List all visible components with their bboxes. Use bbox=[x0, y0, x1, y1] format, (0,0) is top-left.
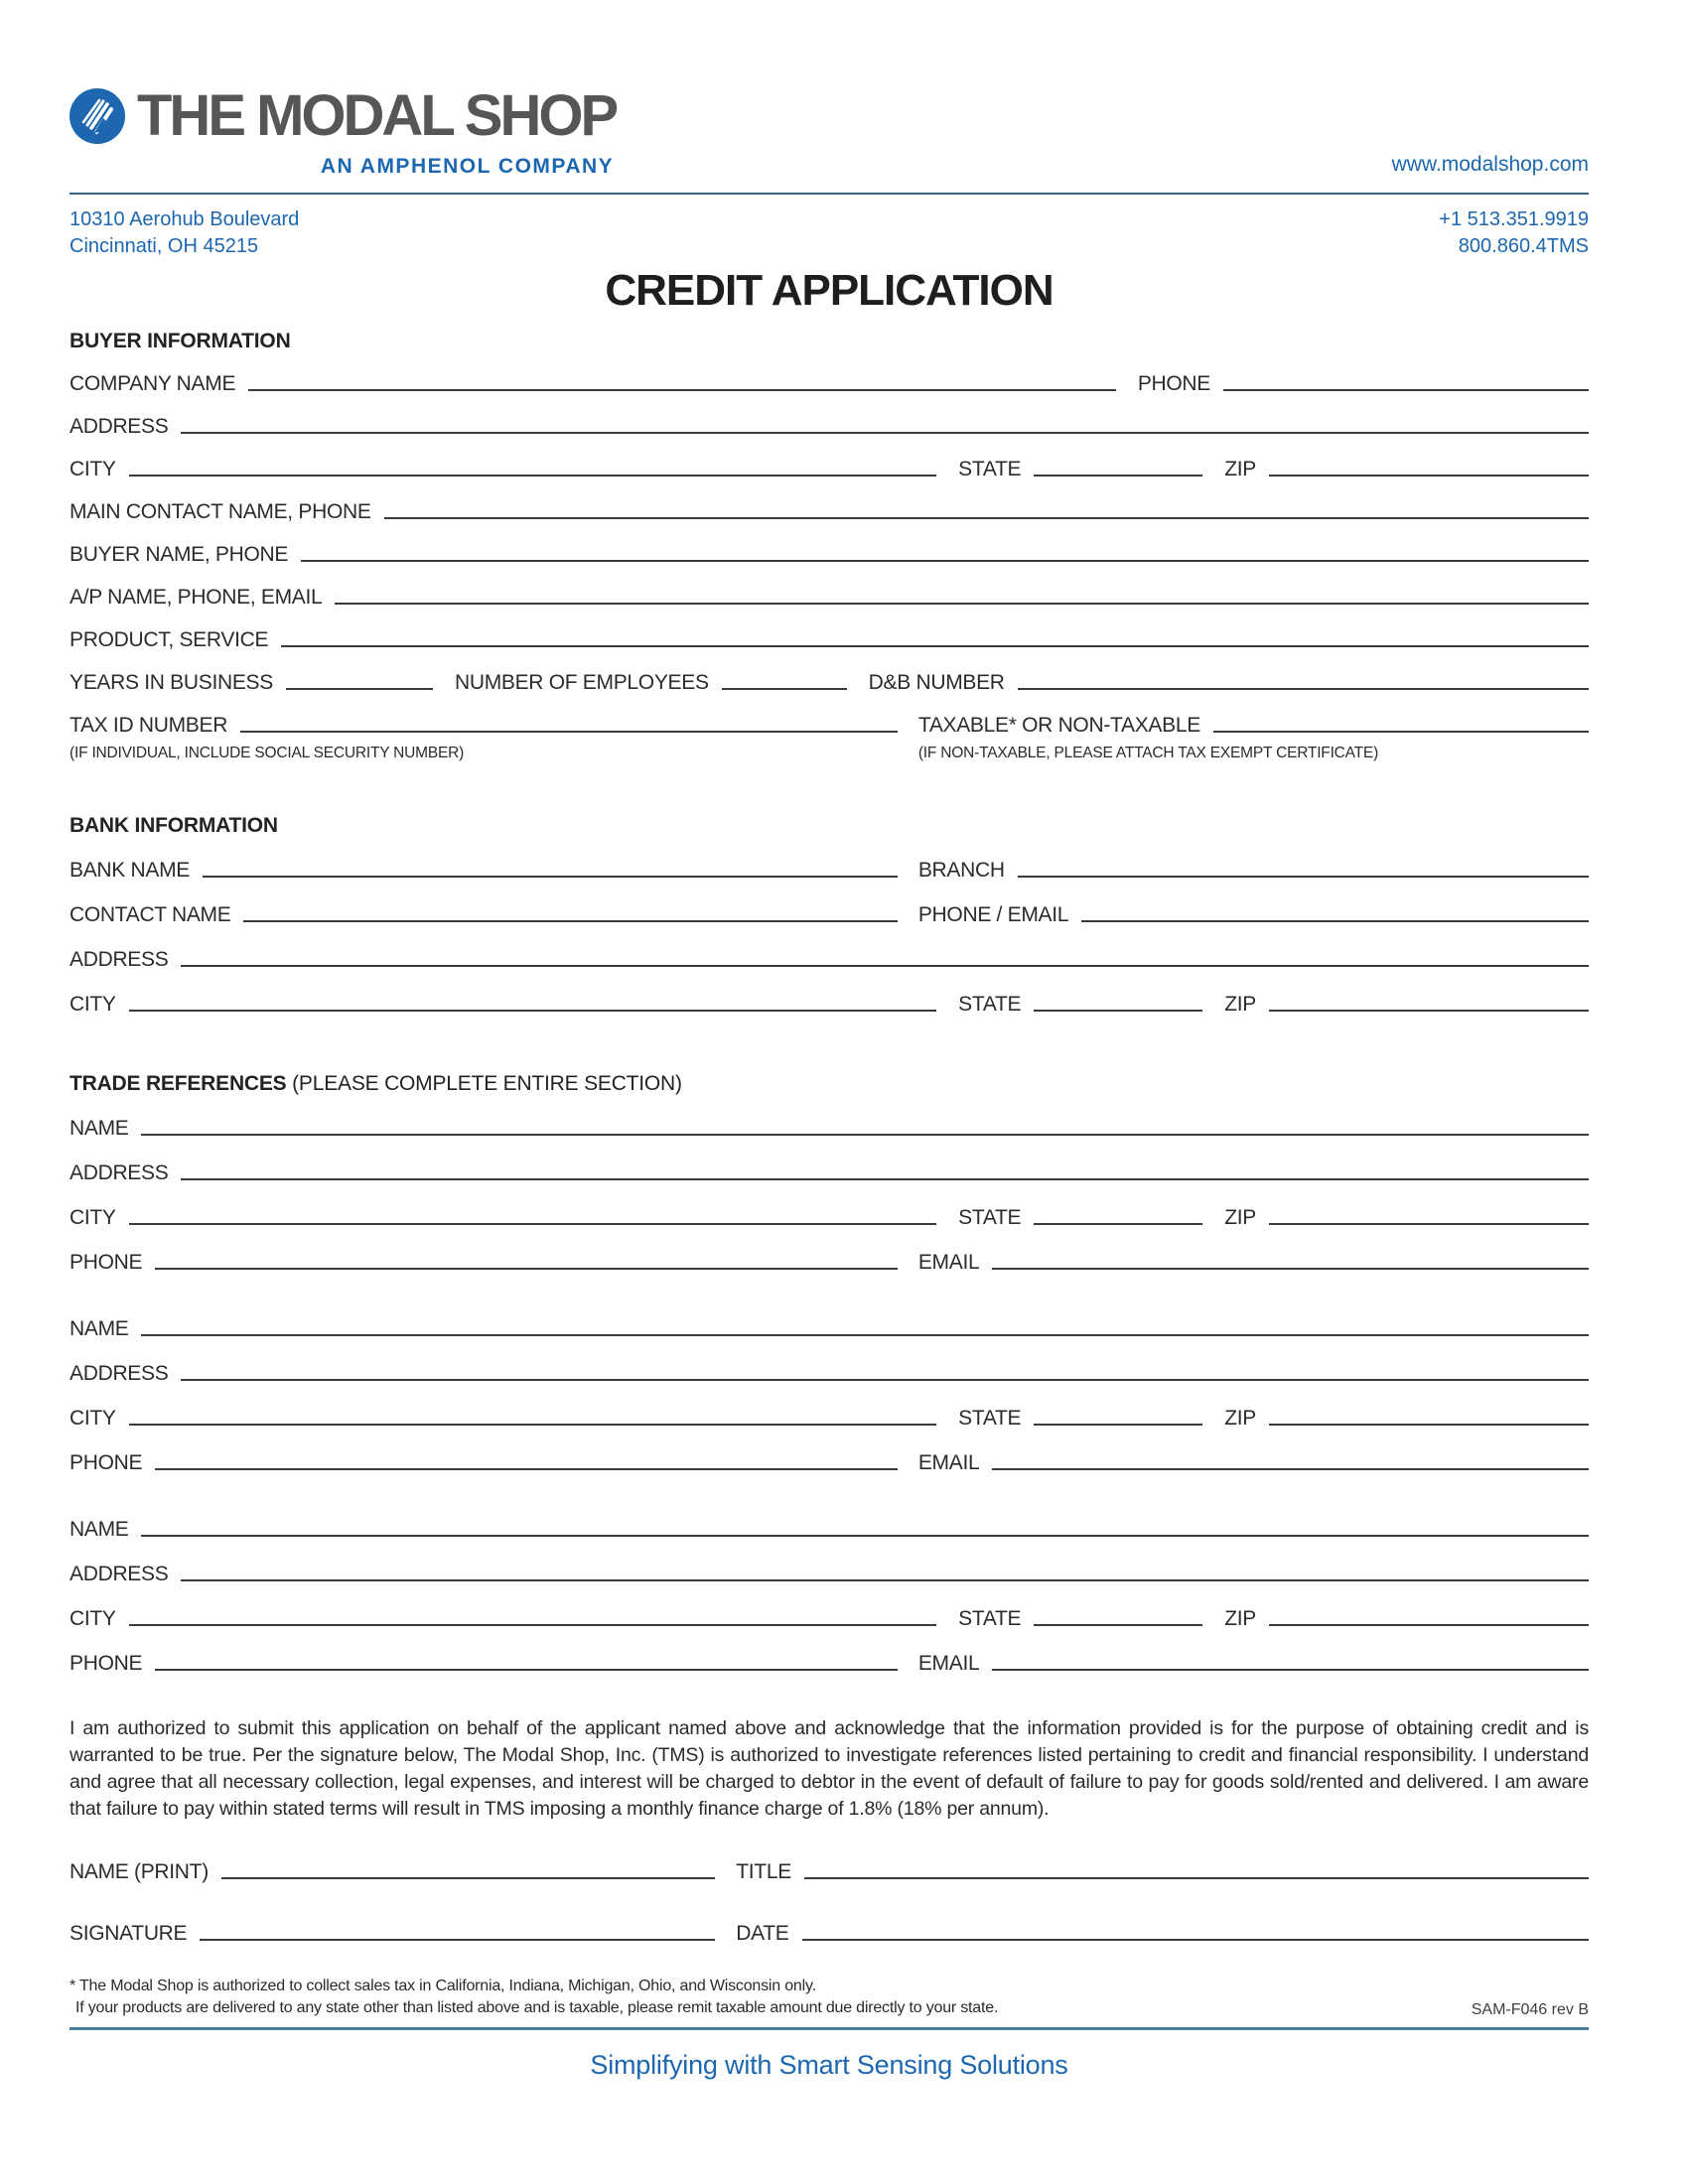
company-name-label: COMPANY NAME bbox=[70, 372, 236, 395]
trade3-phone-row bbox=[70, 1631, 1589, 1676]
address-label: ADDRESS bbox=[70, 415, 169, 438]
trade-section-heading bbox=[70, 1072, 1589, 1096]
buyer-name-label: BUYER NAME, PHONE bbox=[70, 543, 289, 566]
bank-address-label: ADDRESS bbox=[70, 948, 169, 971]
bank-address-row bbox=[70, 927, 1589, 972]
ap-name-row bbox=[70, 567, 1589, 610]
phone-label: PHONE bbox=[1137, 372, 1210, 395]
city-line[interactable] bbox=[129, 475, 937, 477]
bank-contact-row bbox=[70, 883, 1589, 927]
company-name-row bbox=[70, 353, 1589, 396]
bank-city-state-zip-row bbox=[70, 972, 1589, 1017]
product-service-label: PRODUCT, SERVICE bbox=[70, 628, 269, 651]
branch-line[interactable] bbox=[1018, 876, 1589, 878]
trade-reference-block-2 bbox=[70, 1297, 1589, 1475]
taxable-note: (IF NON-TAXABLE, PLEASE ATTACH TAX EXEMPT CERTIFICATE) bbox=[917, 745, 1379, 761]
trade3-city-line[interactable] bbox=[129, 1624, 937, 1626]
trade3-state-line[interactable] bbox=[1034, 1624, 1202, 1626]
state-line[interactable] bbox=[1034, 475, 1202, 477]
address-line-2: Cincinnati, OH 45215 bbox=[70, 235, 259, 257]
trade2-address-label: ADDRESS bbox=[70, 1362, 169, 1385]
trade2-email-label: EMAIL bbox=[917, 1451, 980, 1474]
trade1-name-label: NAME bbox=[70, 1117, 129, 1140]
brand-block bbox=[70, 83, 617, 179]
trade3-name-row bbox=[70, 1497, 1589, 1542]
zip-label: ZIP bbox=[1224, 458, 1256, 480]
company-address bbox=[70, 206, 299, 260]
signature-line[interactable] bbox=[200, 1939, 715, 1941]
years-in-business-label: YEARS IN BUSINESS bbox=[70, 671, 273, 694]
trade1-name-line[interactable] bbox=[141, 1134, 1589, 1136]
bank-address-line[interactable] bbox=[181, 965, 1589, 967]
trade-heading-note: (PLEASE COMPLETE ENTIRE SECTION) bbox=[292, 1072, 682, 1095]
trade1-zip-line[interactable] bbox=[1269, 1223, 1589, 1225]
trade2-phone-line[interactable] bbox=[155, 1468, 898, 1470]
trade1-zip-label: ZIP bbox=[1224, 1206, 1256, 1229]
signature-date-row bbox=[70, 1884, 1589, 1946]
contact-name-label: CONTACT NAME bbox=[70, 903, 231, 926]
trade1-city-label: CITY bbox=[70, 1206, 116, 1229]
title-line[interactable] bbox=[804, 1877, 1589, 1879]
date-line[interactable] bbox=[802, 1939, 1590, 1941]
zip-line[interactable] bbox=[1269, 475, 1589, 477]
bank-zip-label: ZIP bbox=[1224, 993, 1256, 1016]
trade1-state-line[interactable] bbox=[1034, 1223, 1202, 1225]
tax-id-line[interactable] bbox=[240, 731, 898, 733]
taxable-label: TAXABLE* OR NON-TAXABLE bbox=[917, 714, 1200, 737]
city-state-zip-row bbox=[70, 439, 1589, 481]
title-label: TITLE bbox=[736, 1859, 791, 1883]
main-contact-label: MAIN CONTACT NAME, PHONE bbox=[70, 500, 371, 523]
header bbox=[70, 83, 1589, 179]
trade1-address-line[interactable] bbox=[181, 1178, 1589, 1180]
name-print-line[interactable] bbox=[221, 1877, 715, 1879]
phone-email-label: PHONE / EMAIL bbox=[917, 903, 1069, 926]
years-in-business-line[interactable] bbox=[286, 688, 433, 690]
trade-reference-block-1 bbox=[70, 1096, 1589, 1275]
buyer-name-row bbox=[70, 524, 1589, 567]
trade1-phone-row bbox=[70, 1230, 1589, 1275]
header-contact-row bbox=[70, 206, 1589, 260]
trade2-phone-label: PHONE bbox=[70, 1451, 143, 1474]
trade2-city-label: CITY bbox=[70, 1407, 116, 1430]
trade2-name-label: NAME bbox=[70, 1317, 129, 1340]
db-number-label: D&B NUMBER bbox=[868, 671, 1005, 694]
trade2-phone-row bbox=[70, 1431, 1589, 1475]
page-title: CREDIT APPLICATION bbox=[605, 266, 1054, 315]
product-service-line[interactable] bbox=[281, 645, 1589, 647]
phone-email-line[interactable] bbox=[1081, 920, 1589, 922]
trade3-address-label: ADDRESS bbox=[70, 1563, 169, 1585]
trade3-zip-line[interactable] bbox=[1269, 1624, 1589, 1626]
tax-id-taxable-row bbox=[70, 695, 1589, 738]
branch-label: BRANCH bbox=[917, 859, 1005, 882]
name-title-row bbox=[70, 1823, 1589, 1884]
modal-shop-logo-icon bbox=[70, 88, 125, 144]
trade1-name-row bbox=[70, 1096, 1589, 1141]
trade-reference-block-3 bbox=[70, 1497, 1589, 1676]
bank-state-line[interactable] bbox=[1034, 1010, 1202, 1012]
ap-name-line[interactable] bbox=[335, 603, 1589, 605]
phone-number-1: +1 513.351.9919 bbox=[1439, 208, 1589, 230]
bank-name-label: BANK NAME bbox=[70, 859, 190, 882]
trade1-phone-label: PHONE bbox=[70, 1251, 143, 1274]
trade2-state-label: STATE bbox=[958, 1407, 1022, 1430]
trade3-email-label: EMAIL bbox=[917, 1652, 980, 1675]
header-divider bbox=[70, 193, 1589, 195]
trade2-address-line[interactable] bbox=[181, 1379, 1589, 1381]
bank-name-branch-row bbox=[70, 838, 1589, 883]
bank-city-line[interactable] bbox=[129, 1010, 937, 1012]
trade2-zip-label: ZIP bbox=[1224, 1407, 1256, 1430]
trade2-zip-line[interactable] bbox=[1269, 1424, 1589, 1426]
tax-id-label: TAX ID NUMBER bbox=[70, 714, 228, 737]
trade3-name-line[interactable] bbox=[141, 1535, 1589, 1537]
trade1-address-label: ADDRESS bbox=[70, 1161, 169, 1184]
trade3-email-line[interactable] bbox=[992, 1669, 1589, 1671]
trade3-state-label: STATE bbox=[958, 1607, 1022, 1630]
trade1-phone-line[interactable] bbox=[155, 1268, 898, 1270]
tax-notes-row bbox=[70, 745, 1589, 762]
footer-divider bbox=[70, 2027, 1589, 2030]
tax-id-note: (IF INDIVIDUAL, INCLUDE SOCIAL SECURITY NUMBER) bbox=[70, 745, 465, 761]
phone-number-2: 800.860.4TMS bbox=[1458, 235, 1589, 257]
trade2-state-line[interactable] bbox=[1034, 1424, 1202, 1426]
years-employees-db-row bbox=[70, 652, 1589, 695]
trade2-city-row bbox=[70, 1386, 1589, 1431]
company-name-line[interactable] bbox=[248, 389, 1116, 391]
trade2-name-line[interactable] bbox=[141, 1334, 1589, 1336]
trade1-email-label: EMAIL bbox=[917, 1251, 980, 1274]
address-line-1: 10310 Aerohub Boulevard bbox=[70, 208, 300, 230]
number-of-employees-label: NUMBER OF EMPLOYEES bbox=[454, 671, 709, 694]
trade2-email-line[interactable] bbox=[992, 1468, 1589, 1470]
brand-name: THE MODAL SHOP bbox=[137, 83, 617, 148]
legal-paragraph: I am authorized to submit this application on behalf of the applicant named above and acknowledge that the information provided is for the purpose of obtaining credit and is warranted to be true. Per the signature below, The Modal Shop, Inc. (TMS) is authorized to investigate references listed pertaining to credit and financial responsibility. I understand and agree that all necessary collection, legal expenses, and interest will be charged to debtor in the event of default of failure to pay for goods sold/rented and delivered. I am aware that failure to pay within stated terms will result in TMS imposing a monthly finance charge of 1.8% (18% per annum). bbox=[70, 1717, 1589, 1820]
trade1-state-label: STATE bbox=[958, 1206, 1022, 1229]
number-of-employees-line[interactable] bbox=[722, 688, 847, 690]
signature-label: SIGNATURE bbox=[70, 1921, 188, 1945]
trade1-email-line[interactable] bbox=[992, 1268, 1589, 1270]
db-number-line[interactable] bbox=[1018, 688, 1589, 690]
trade3-name-label: NAME bbox=[70, 1518, 129, 1541]
footer-tagline: Simplifying with Smart Sensing Solutions bbox=[590, 2050, 1068, 2081]
phone-line[interactable] bbox=[1223, 389, 1589, 391]
form-number: SAM-F046 rev B bbox=[1471, 2001, 1589, 2019]
company-phones bbox=[1439, 206, 1589, 260]
address-row bbox=[70, 396, 1589, 439]
bank-state-label: STATE bbox=[958, 993, 1022, 1016]
trade1-address-row bbox=[70, 1141, 1589, 1185]
product-service-row bbox=[70, 610, 1589, 652]
ap-name-label: A/P NAME, PHONE, EMAIL bbox=[70, 586, 323, 609]
city-label: CITY bbox=[70, 458, 116, 480]
trade3-zip-label: ZIP bbox=[1224, 1607, 1256, 1630]
trade3-city-row bbox=[70, 1586, 1589, 1631]
footnote-line-2: If your products are delivered to any state other than listed above and is taxable, please remit taxable amount due directly to your state. bbox=[75, 1999, 999, 2017]
bank-section-heading: BANK INFORMATION bbox=[70, 814, 278, 837]
footnote-line-1: * The Modal Shop is authorized to collect sales tax in California, Indiana, Michigan, Ohio, and Wisconsin only. bbox=[70, 1977, 816, 1994]
trade1-city-line[interactable] bbox=[129, 1223, 937, 1225]
contact-name-line[interactable] bbox=[243, 920, 897, 922]
trade3-phone-label: PHONE bbox=[70, 1652, 143, 1675]
bank-name-line[interactable] bbox=[203, 876, 898, 878]
taxable-line[interactable] bbox=[1213, 731, 1589, 733]
bank-zip-line[interactable] bbox=[1269, 1010, 1589, 1012]
main-contact-line[interactable] bbox=[384, 517, 1589, 519]
buyer-name-line[interactable] bbox=[301, 560, 1589, 562]
trade3-city-label: CITY bbox=[70, 1607, 116, 1630]
main-contact-row bbox=[70, 481, 1589, 524]
trade3-address-line[interactable] bbox=[181, 1579, 1589, 1581]
state-label: STATE bbox=[958, 458, 1022, 480]
footnotes-row bbox=[70, 1976, 1589, 2020]
address-line[interactable] bbox=[181, 432, 1589, 434]
trade3-address-row bbox=[70, 1542, 1589, 1586]
trade2-name-row bbox=[70, 1297, 1589, 1341]
buyer-section-heading: BUYER INFORMATION bbox=[70, 330, 291, 352]
trade3-phone-line[interactable] bbox=[155, 1669, 898, 1671]
trade1-city-row bbox=[70, 1185, 1589, 1230]
bank-city-label: CITY bbox=[70, 993, 116, 1016]
website-link[interactable]: www.modalshop.com bbox=[1391, 153, 1589, 176]
trade2-address-row bbox=[70, 1341, 1589, 1386]
brand-subtitle: AN AMPHENOL COMPANY bbox=[320, 155, 615, 178]
trade2-city-line[interactable] bbox=[129, 1424, 937, 1426]
date-label: DATE bbox=[736, 1921, 789, 1945]
trade-heading-text: TRADE REFERENCES bbox=[70, 1072, 287, 1095]
name-print-label: NAME (PRINT) bbox=[70, 1859, 209, 1883]
